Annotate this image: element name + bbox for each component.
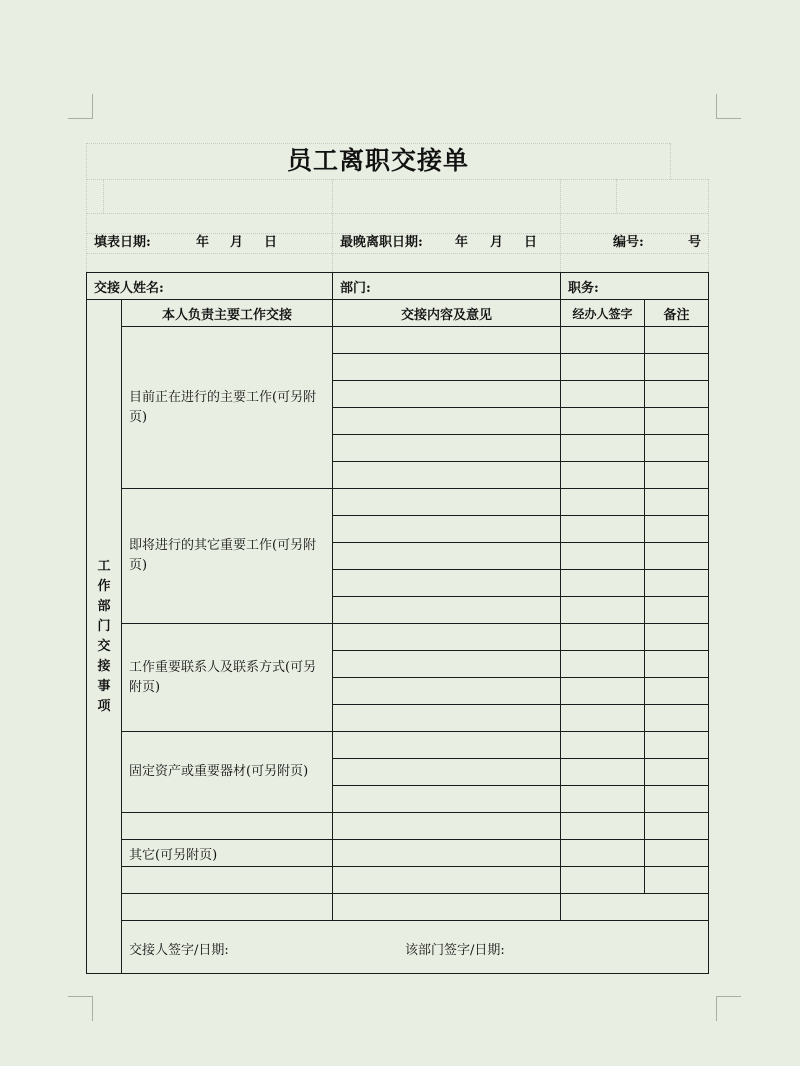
remark-cell[interactable] [645, 543, 709, 570]
content-cell[interactable] [333, 759, 561, 786]
latest-date-month: 月 [490, 235, 504, 250]
fill-date-year: 年 [196, 235, 210, 250]
main-work-cell[interactable] [122, 894, 333, 921]
sign-cell[interactable] [561, 354, 645, 381]
sign-cell[interactable] [561, 624, 645, 651]
guide-line [86, 213, 708, 214]
number-label: 编号: [613, 235, 644, 250]
guide-line [332, 179, 333, 272]
content-cell[interactable] [333, 624, 561, 651]
content-cell[interactable] [333, 543, 561, 570]
content-cell[interactable] [333, 381, 561, 408]
column-header-content: 交接内容及意见 [333, 300, 561, 327]
section-label: 工 作 部 门 交 接 事 项 [87, 300, 122, 974]
category-contacts: 工作重要联系人及联系方式(可另附页) [122, 624, 333, 732]
guide-line [708, 179, 709, 272]
remark-cell[interactable] [645, 327, 709, 354]
remark-cell[interactable] [645, 462, 709, 489]
remark-cell[interactable] [645, 705, 709, 732]
sign-cell[interactable] [561, 678, 645, 705]
sign-cell[interactable] [561, 570, 645, 597]
fill-date-label: 填表日期: [94, 235, 151, 250]
sign-cell[interactable] [561, 813, 645, 840]
sign-cell[interactable] [561, 543, 645, 570]
sign-cell[interactable] [561, 732, 645, 759]
content-cell[interactable] [333, 408, 561, 435]
content-cell[interactable] [333, 516, 561, 543]
remark-cell[interactable] [645, 678, 709, 705]
content-cell[interactable] [333, 354, 561, 381]
sign-cell[interactable] [561, 759, 645, 786]
content-cell[interactable] [333, 597, 561, 624]
remark-cell[interactable] [645, 489, 709, 516]
column-header-handler-sign: 经办人签字 [561, 300, 645, 327]
crop-mark-bottom-right [716, 996, 741, 1021]
remark-cell[interactable] [645, 624, 709, 651]
sign-cell[interactable] [561, 462, 645, 489]
remark-cell[interactable] [645, 381, 709, 408]
content-cell[interactable] [333, 678, 561, 705]
crop-mark-top-left [68, 94, 93, 119]
department-signature-label: 该部门签字/日期: [405, 943, 505, 958]
category-assets: 固定资产或重要器材(可另附页) [122, 732, 333, 813]
guide-line [103, 179, 104, 213]
remark-cell[interactable] [645, 759, 709, 786]
remark-cell[interactable] [645, 867, 709, 894]
guide-line [560, 179, 561, 272]
content-cell[interactable] [333, 435, 561, 462]
latest-date-day: 日 [524, 235, 538, 250]
sign-cell[interactable] [561, 840, 645, 867]
number-suffix: 号 [688, 235, 702, 250]
remark-cell[interactable] [645, 516, 709, 543]
category-upcoming-work: 即将进行的其它重要工作(可另附页) [122, 489, 333, 624]
guide-line [670, 143, 671, 179]
sign-cell[interactable] [561, 435, 645, 462]
sign-cell[interactable] [561, 651, 645, 678]
remark-cell[interactable] [645, 651, 709, 678]
sign-cell[interactable] [561, 327, 645, 354]
page-title: 员工离职交接单 [286, 146, 469, 175]
content-cell[interactable] [333, 894, 561, 921]
signature-row[interactable] [122, 921, 709, 974]
sign-cell-merged[interactable] [561, 894, 709, 921]
content-cell[interactable] [333, 786, 561, 813]
handover-form-table [86, 272, 709, 974]
category-other: 其它(可另附页) [122, 840, 333, 867]
fill-date-month: 月 [230, 235, 244, 250]
content-cell[interactable] [333, 840, 561, 867]
sign-cell[interactable] [561, 489, 645, 516]
sign-cell[interactable] [561, 705, 645, 732]
latest-date-year: 年 [455, 235, 469, 250]
content-cell[interactable] [333, 462, 561, 489]
content-cell[interactable] [333, 489, 561, 516]
guide-line [86, 179, 708, 180]
content-cell[interactable] [333, 732, 561, 759]
sign-cell[interactable] [561, 597, 645, 624]
content-cell[interactable] [333, 705, 561, 732]
fill-date-day: 日 [264, 235, 278, 250]
crop-mark-bottom-left [68, 996, 93, 1021]
column-header-main-work: 本人负责主要工作交接 [122, 300, 333, 327]
department-label[interactable]: 部门: [333, 273, 561, 300]
guide-line [616, 179, 617, 213]
handover-signature-label: 交接人签字/日期: [129, 943, 229, 958]
sign-cell[interactable] [561, 381, 645, 408]
category-current-work: 目前正在进行的主要工作(可另附页) [122, 327, 333, 489]
remark-cell[interactable] [645, 408, 709, 435]
content-cell[interactable] [333, 327, 561, 354]
main-work-cell[interactable] [122, 867, 333, 894]
handover-name-label[interactable]: 交接人姓名: [87, 273, 333, 300]
content-cell[interactable] [333, 651, 561, 678]
content-cell[interactable] [333, 570, 561, 597]
position-label[interactable]: 职务: [561, 273, 709, 300]
content-cell[interactable] [333, 813, 561, 840]
crop-mark-top-right [716, 94, 741, 119]
remark-cell[interactable] [645, 354, 709, 381]
remark-cell[interactable] [645, 570, 709, 597]
remark-cell[interactable] [645, 786, 709, 813]
column-header-remark: 备注 [645, 300, 709, 327]
latest-date-label: 最晚离职日期: [340, 235, 423, 250]
guide-line [86, 253, 708, 254]
sign-cell[interactable] [561, 867, 645, 894]
sign-cell[interactable] [561, 408, 645, 435]
remark-cell[interactable] [645, 732, 709, 759]
content-cell[interactable] [333, 867, 561, 894]
remark-cell[interactable] [645, 597, 709, 624]
remark-cell[interactable] [645, 813, 709, 840]
sign-cell[interactable] [561, 786, 645, 813]
sign-cell[interactable] [561, 516, 645, 543]
remark-cell[interactable] [645, 840, 709, 867]
remark-cell[interactable] [645, 435, 709, 462]
main-work-cell[interactable] [122, 813, 333, 840]
